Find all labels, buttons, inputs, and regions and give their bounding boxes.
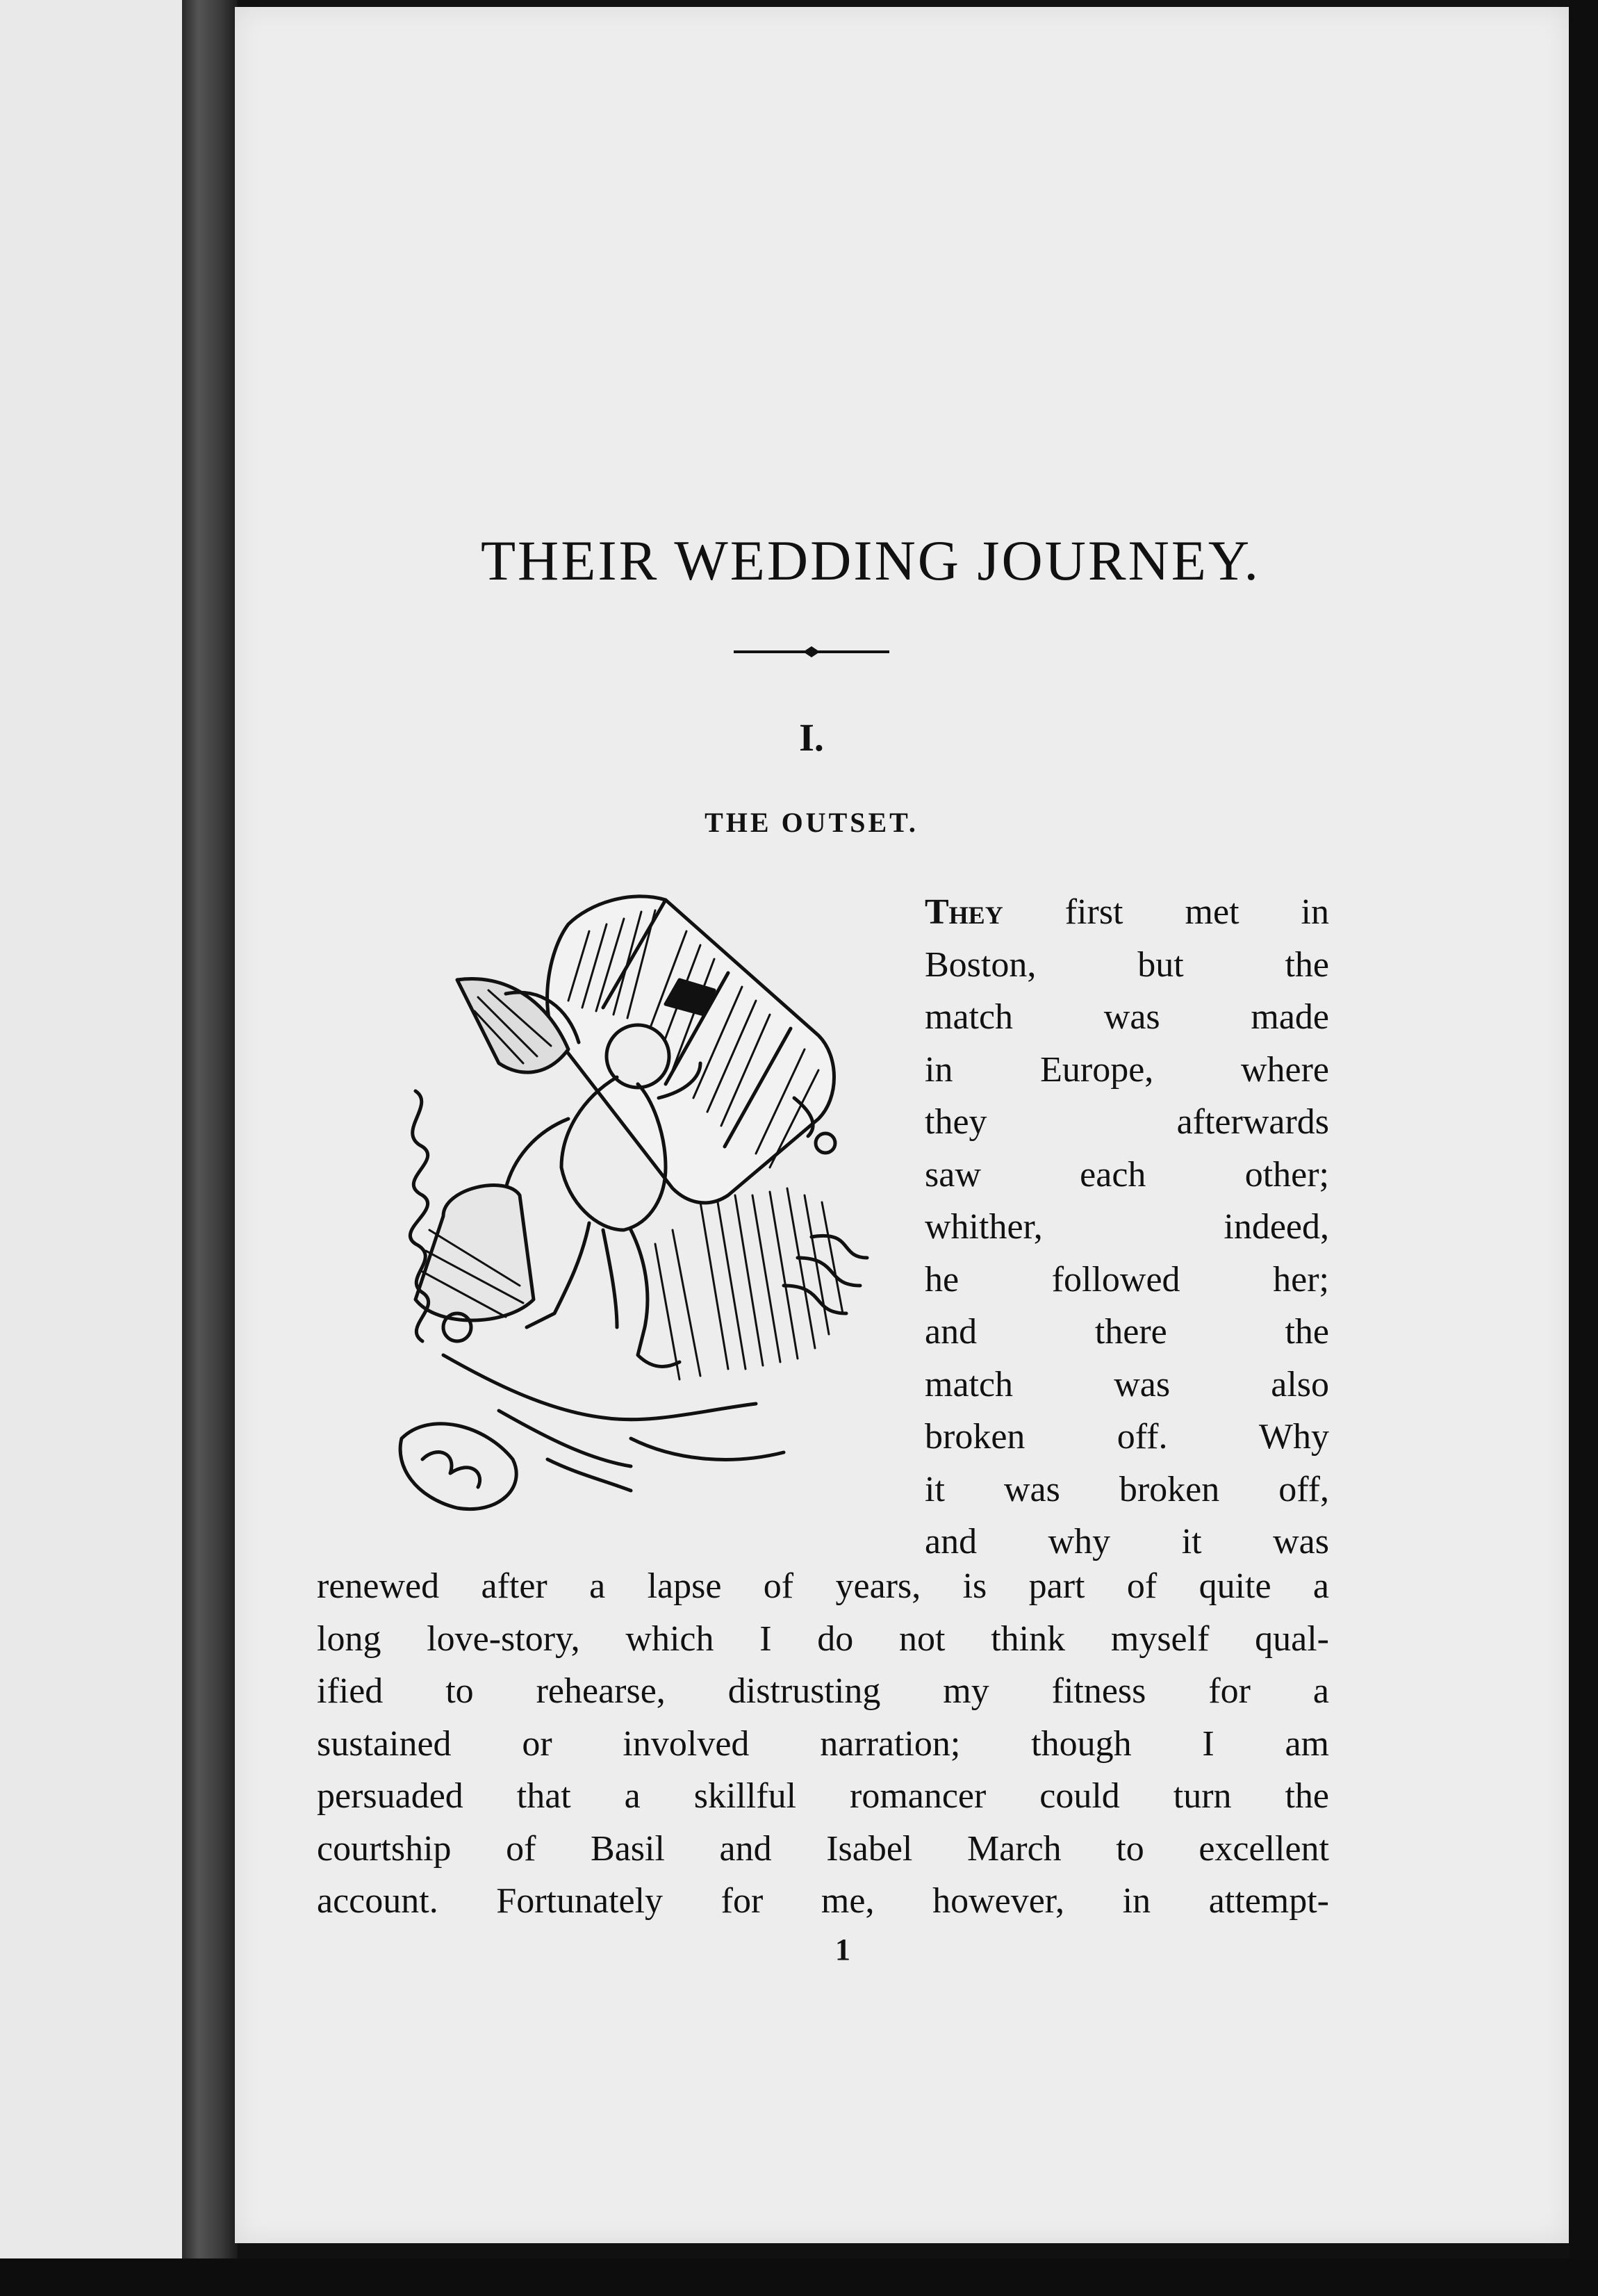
text-line: whither, indeed, — [925, 1207, 1329, 1247]
text-line: they afterwards — [925, 1102, 1329, 1142]
text-line: and there the — [925, 1312, 1329, 1352]
drop-text-column — [925, 886, 1329, 1568]
text-line: courtship of Basil and Isabel March to excellent — [317, 1828, 1329, 1869]
book-title: THEIR WEDDING JOURNEY. — [480, 529, 1261, 592]
text-line: it was broken off, — [925, 1469, 1329, 1509]
scan-bottom-edge — [0, 2258, 1598, 2296]
scan-edge — [1569, 0, 1598, 2296]
chapter-number: I. — [799, 716, 824, 760]
text-line: account. Fortunately for me, however, in attempt- — [317, 1881, 1329, 1921]
facing-page — [0, 0, 182, 2296]
book-page — [235, 7, 1569, 2243]
page-number: 1 — [835, 1933, 850, 1967]
text-line: Boston, but the — [925, 944, 1329, 985]
text-line: ified to rehearse, distrusting my fitness for a — [317, 1671, 1329, 1711]
book-gutter — [182, 0, 238, 2296]
opening-small-caps: They — [925, 892, 1003, 932]
text-line: saw each other; — [925, 1154, 1329, 1195]
cupid-carrying-trunk-icon — [339, 869, 881, 1557]
text-line: match was also — [925, 1364, 1329, 1404]
text-line: broken off. Why — [925, 1417, 1329, 1457]
text-line: sustained or involved narration; though I am — [317, 1723, 1329, 1764]
text-line: They first met in — [925, 892, 1329, 932]
text-line: renewed after a lapse of years, is part of quite a — [317, 1566, 1329, 1606]
text-line: in Europe, where — [925, 1049, 1329, 1090]
text-line: he followed her; — [925, 1259, 1329, 1299]
text-line: persuaded that a skillful romancer could turn the — [317, 1776, 1329, 1816]
text-line: long love-story, which I do not think myself qual- — [317, 1618, 1329, 1659]
body-text-column — [317, 1560, 1329, 1928]
text-line: match was made — [925, 997, 1329, 1037]
chapter-title: THE OUTSET. — [705, 807, 919, 838]
title-ornament — [734, 645, 889, 659]
text-line: and why it was — [925, 1522, 1329, 1561]
